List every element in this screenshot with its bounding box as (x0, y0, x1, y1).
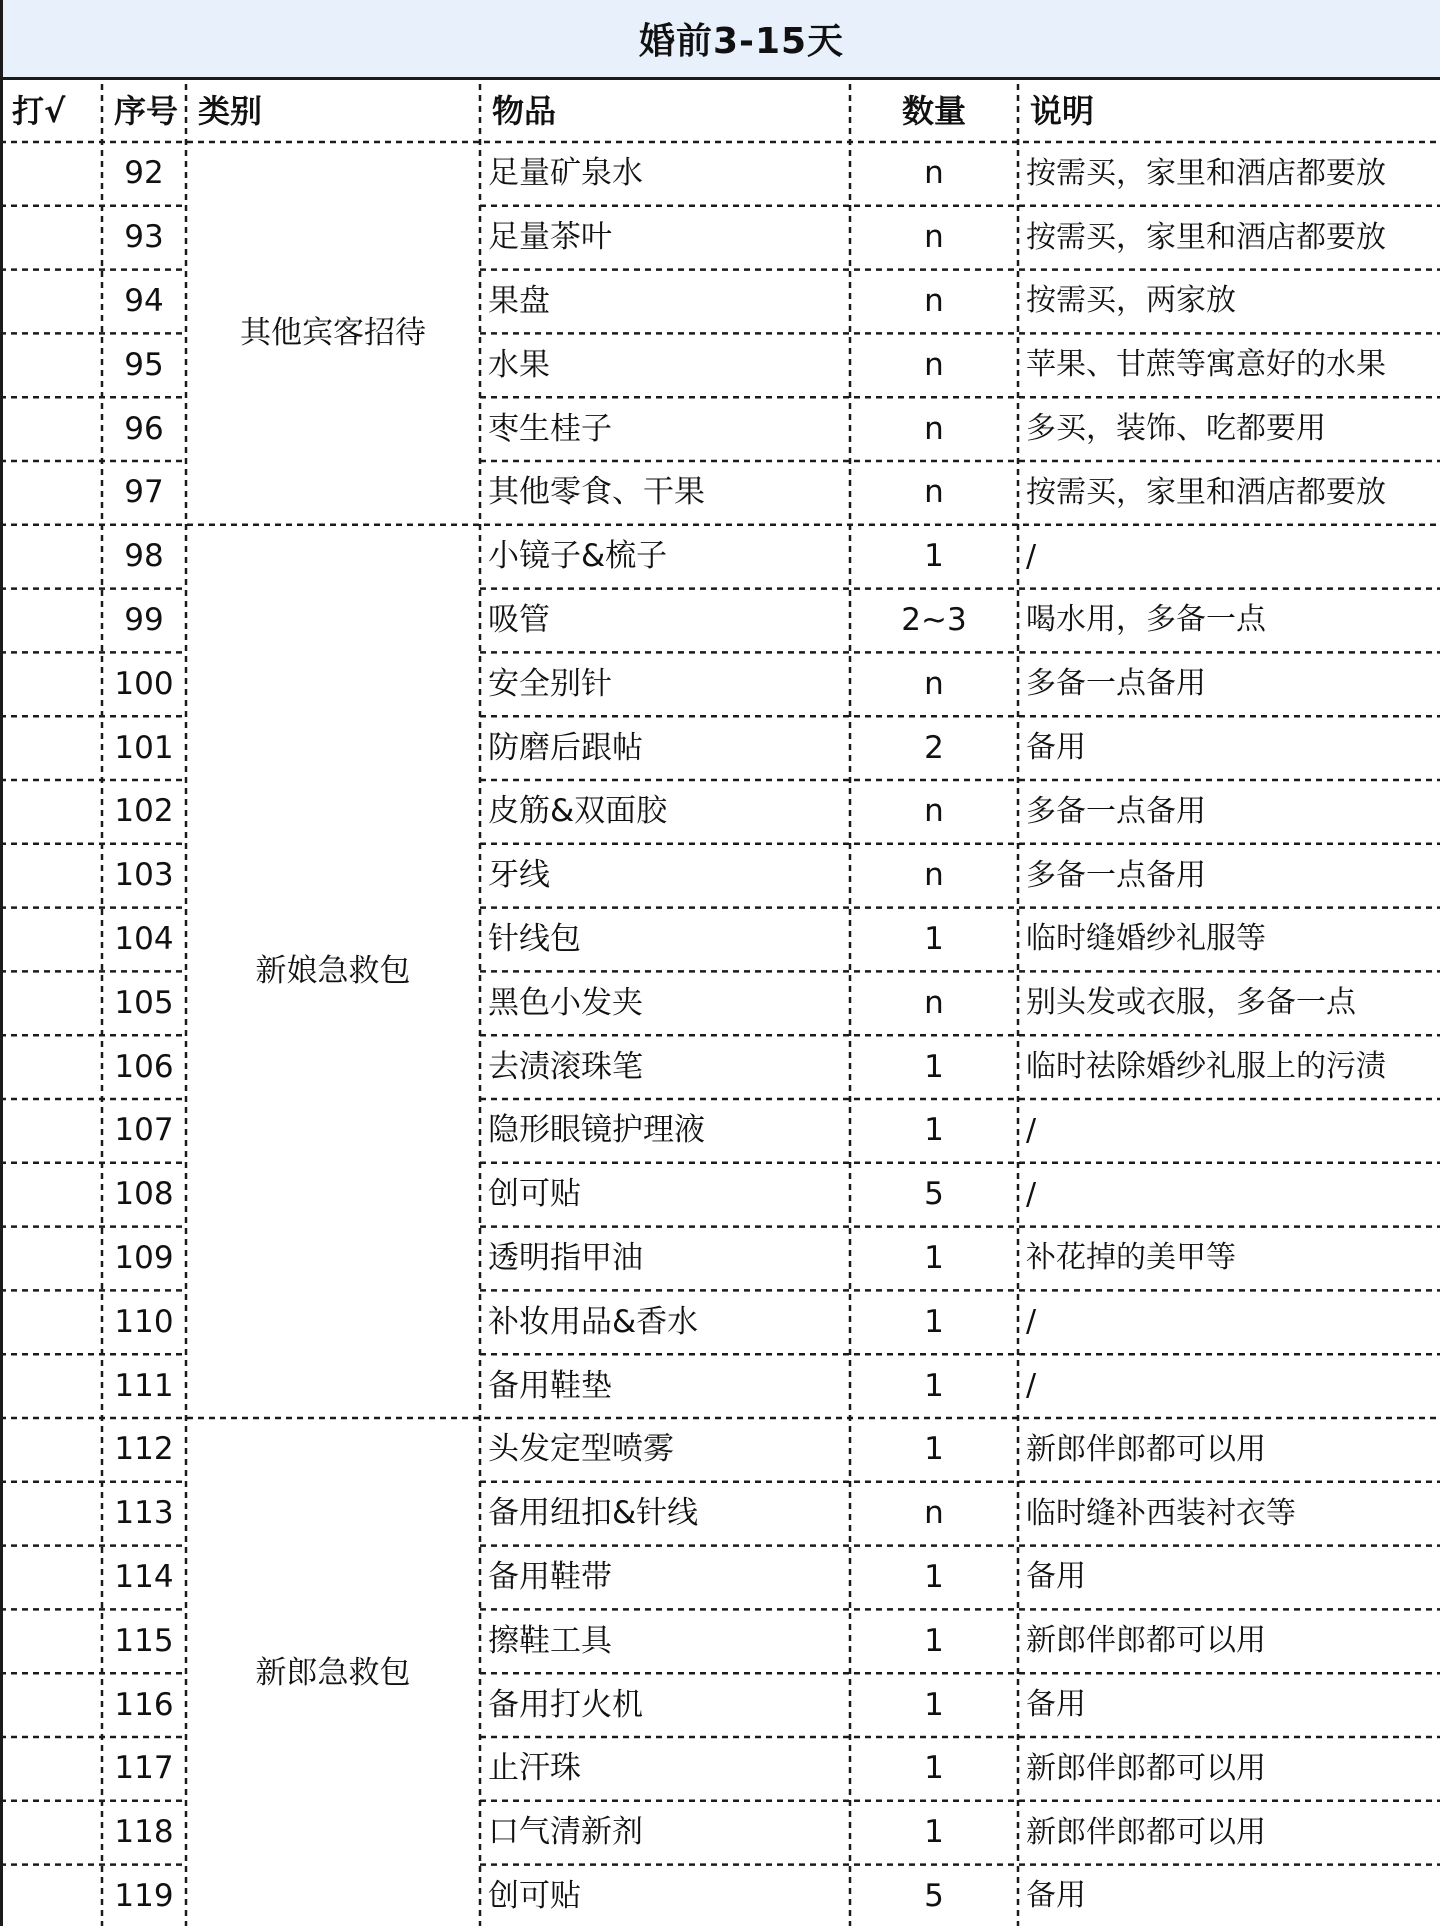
check-cell[interactable] (20, 1801, 102, 1865)
item-name: 创可贴 (488, 1176, 581, 1213)
row-number: 113 (114, 1495, 174, 1532)
check-cell[interactable] (20, 1163, 102, 1227)
item-quantity: 1 (924, 1431, 944, 1468)
item-name: 头发定型喷雾 (488, 1431, 674, 1468)
item-name: 防磨后跟帖 (488, 729, 643, 766)
check-cell[interactable] (20, 1546, 102, 1610)
row-number: 114 (114, 1558, 174, 1595)
row-number: 94 (124, 282, 164, 319)
row-number: 119 (114, 1877, 174, 1914)
item-name: 擦鞋工具 (488, 1622, 612, 1659)
check-cell[interactable] (20, 1227, 102, 1291)
check-cell[interactable] (20, 1099, 102, 1163)
row-number: 100 (114, 665, 174, 702)
item-name: 足量矿泉水 (488, 155, 643, 192)
item-quantity: n (924, 155, 944, 192)
item-note: 按需买，家里和酒店都要放 (1026, 219, 1386, 255)
item-quantity: n (924, 282, 944, 319)
item-quantity: 5 (924, 1176, 944, 1213)
row-number: 93 (124, 219, 164, 256)
item-note: 苹果、甘蔗等寓意好的水果 (1026, 347, 1386, 383)
item-quantity: n (924, 857, 944, 894)
item-quantity: 1 (924, 1686, 944, 1723)
item-note: / (1026, 1112, 1037, 1148)
item-name: 枣生桂子 (488, 410, 612, 447)
item-note: 临时缝婚纱礼服等 (1026, 921, 1266, 957)
check-cell[interactable] (20, 1482, 102, 1546)
item-quantity: n (924, 346, 944, 383)
item-note: 备用 (1026, 1687, 1086, 1723)
item-note: 喝水用，多备一点 (1026, 602, 1266, 638)
item-quantity: n (924, 793, 944, 830)
header-item: 物品 (492, 92, 557, 130)
item-name: 牙线 (488, 857, 550, 894)
header-num: 序号 (114, 92, 179, 130)
item-quantity: 1 (924, 1112, 944, 1149)
item-quantity: 2 (924, 729, 944, 766)
check-cell[interactable] (20, 333, 102, 397)
category-cell: 其他宾客招待 (240, 314, 426, 351)
check-cell[interactable] (20, 1865, 102, 1926)
check-cell[interactable] (20, 1290, 102, 1354)
item-quantity: 1 (924, 1814, 944, 1851)
item-quantity: 1 (924, 1239, 944, 1276)
check-cell[interactable] (20, 461, 102, 525)
row-number: 115 (114, 1622, 174, 1659)
item-note: 多备一点备用 (1026, 793, 1206, 829)
row-number: 101 (114, 729, 174, 766)
item-quantity: 5 (924, 1877, 944, 1914)
check-cell[interactable] (20, 1609, 102, 1673)
row-number: 110 (114, 1303, 174, 1340)
row-number: 98 (124, 538, 164, 575)
item-note: / (1026, 1304, 1037, 1340)
item-quantity: n (924, 474, 944, 511)
item-quantity: n (924, 665, 944, 702)
item-note: / (1026, 1368, 1037, 1404)
item-name: 黑色小发夹 (488, 984, 643, 1021)
check-cell[interactable] (20, 270, 102, 334)
item-note: 多买，装饰、吃都要用 (1026, 411, 1326, 447)
check-cell[interactable] (20, 971, 102, 1035)
check-cell[interactable] (20, 206, 102, 270)
item-name: 备用纽扣&针线 (488, 1495, 699, 1532)
row-number: 116 (114, 1686, 174, 1723)
check-cell[interactable] (20, 780, 102, 844)
check-cell[interactable] (20, 652, 102, 716)
check-cell[interactable] (20, 1035, 102, 1099)
item-name: 透明指甲油 (488, 1239, 643, 1276)
item-name: 安全别针 (488, 665, 612, 702)
item-quantity: 1 (924, 1048, 944, 1085)
item-quantity: 1 (924, 1622, 944, 1659)
item-note: 备用 (1026, 730, 1086, 766)
item-name: 备用鞋带 (488, 1558, 612, 1595)
item-note: / (1026, 1176, 1037, 1212)
item-note: 新郎伴郎都可以用 (1026, 1750, 1266, 1786)
row-number: 109 (114, 1239, 174, 1276)
item-name: 创可贴 (488, 1877, 581, 1914)
item-note: 备用 (1026, 1559, 1086, 1595)
item-quantity: 1 (924, 1558, 944, 1595)
item-note: 新郎伴郎都可以用 (1026, 1431, 1266, 1467)
header-check: 打√ (12, 92, 66, 130)
item-quantity: 1 (924, 1750, 944, 1787)
item-note: 按需买，两家放 (1026, 283, 1236, 319)
row-number: 99 (124, 601, 164, 638)
item-quantity: 1 (924, 1303, 944, 1340)
item-quantity: 1 (924, 920, 944, 957)
page-title: 婚前3-15天 (638, 21, 845, 62)
check-cell[interactable] (20, 1354, 102, 1418)
check-cell[interactable] (20, 1737, 102, 1801)
row-number: 117 (114, 1750, 174, 1787)
row-number: 104 (114, 920, 174, 957)
check-cell[interactable] (20, 589, 102, 653)
check-cell[interactable] (20, 397, 102, 461)
header-note: 说明 (1030, 92, 1095, 130)
item-note: 临时祛除婚纱礼服上的污渍 (1026, 1049, 1386, 1085)
item-name: 吸管 (488, 601, 550, 638)
check-cell[interactable] (20, 142, 102, 206)
item-quantity: n (924, 410, 944, 447)
item-name: 隐形眼镜护理液 (488, 1112, 705, 1149)
row-number: 105 (114, 984, 174, 1021)
item-name: 补妆用品&香水 (488, 1303, 699, 1340)
category-cell: 新郎急救包 (255, 1654, 411, 1691)
row-number: 107 (114, 1112, 174, 1149)
item-name: 止汗珠 (488, 1750, 581, 1787)
item-name: 其他零食、干果 (488, 474, 705, 511)
item-name: 足量茶叶 (488, 219, 612, 256)
row-number: 97 (124, 474, 164, 511)
row-number: 102 (114, 793, 174, 830)
item-note: 多备一点备用 (1026, 857, 1206, 893)
row-number: 118 (114, 1814, 174, 1851)
item-note: 按需买，家里和酒店都要放 (1026, 474, 1386, 510)
item-quantity: n (924, 1495, 944, 1532)
row-number: 111 (114, 1367, 174, 1404)
item-note: 新郎伴郎都可以用 (1026, 1814, 1266, 1850)
item-quantity: 1 (924, 1367, 944, 1404)
row-number: 103 (114, 857, 174, 894)
check-cell[interactable] (20, 525, 102, 589)
row-number: 112 (114, 1431, 174, 1468)
item-name: 皮筋&双面胶 (488, 793, 668, 830)
item-name: 去渍滚珠笔 (488, 1048, 643, 1085)
item-quantity: 1 (924, 538, 944, 575)
header-category: 类别 (198, 92, 263, 130)
row-number: 106 (114, 1048, 174, 1085)
item-name: 果盘 (488, 282, 550, 319)
category-cell: 新娘急救包 (255, 952, 411, 989)
item-name: 备用打火机 (488, 1686, 643, 1723)
item-note: 备用 (1026, 1878, 1086, 1914)
item-note: 别头发或衣服，多备一点 (1026, 985, 1356, 1021)
check-cell[interactable] (20, 844, 102, 908)
header-qty: 数量 (901, 92, 966, 130)
item-note: 补花掉的美甲等 (1026, 1240, 1236, 1276)
row-number: 92 (124, 155, 164, 192)
row-number: 96 (124, 410, 164, 447)
row-number: 108 (114, 1176, 174, 1213)
item-note: 多备一点备用 (1026, 666, 1206, 702)
item-note: 临时缝补西装衬衣等 (1026, 1495, 1296, 1531)
item-name: 针线包 (488, 920, 581, 957)
check-cell[interactable] (20, 1673, 102, 1737)
item-name: 口气清新剂 (488, 1814, 643, 1851)
row-number: 95 (124, 346, 164, 383)
item-name: 备用鞋垫 (488, 1367, 612, 1404)
check-cell[interactable] (20, 716, 102, 780)
item-quantity: n (924, 984, 944, 1021)
item-quantity: 2~3 (901, 601, 967, 638)
check-cell[interactable] (20, 1418, 102, 1482)
check-cell[interactable] (20, 908, 102, 972)
item-quantity: n (924, 219, 944, 256)
item-name: 小镜子&梳子 (488, 538, 668, 575)
item-note: / (1026, 538, 1037, 574)
item-name: 水果 (488, 346, 550, 383)
item-note: 按需买，家里和酒店都要放 (1026, 155, 1386, 191)
item-note: 新郎伴郎都可以用 (1026, 1623, 1266, 1659)
